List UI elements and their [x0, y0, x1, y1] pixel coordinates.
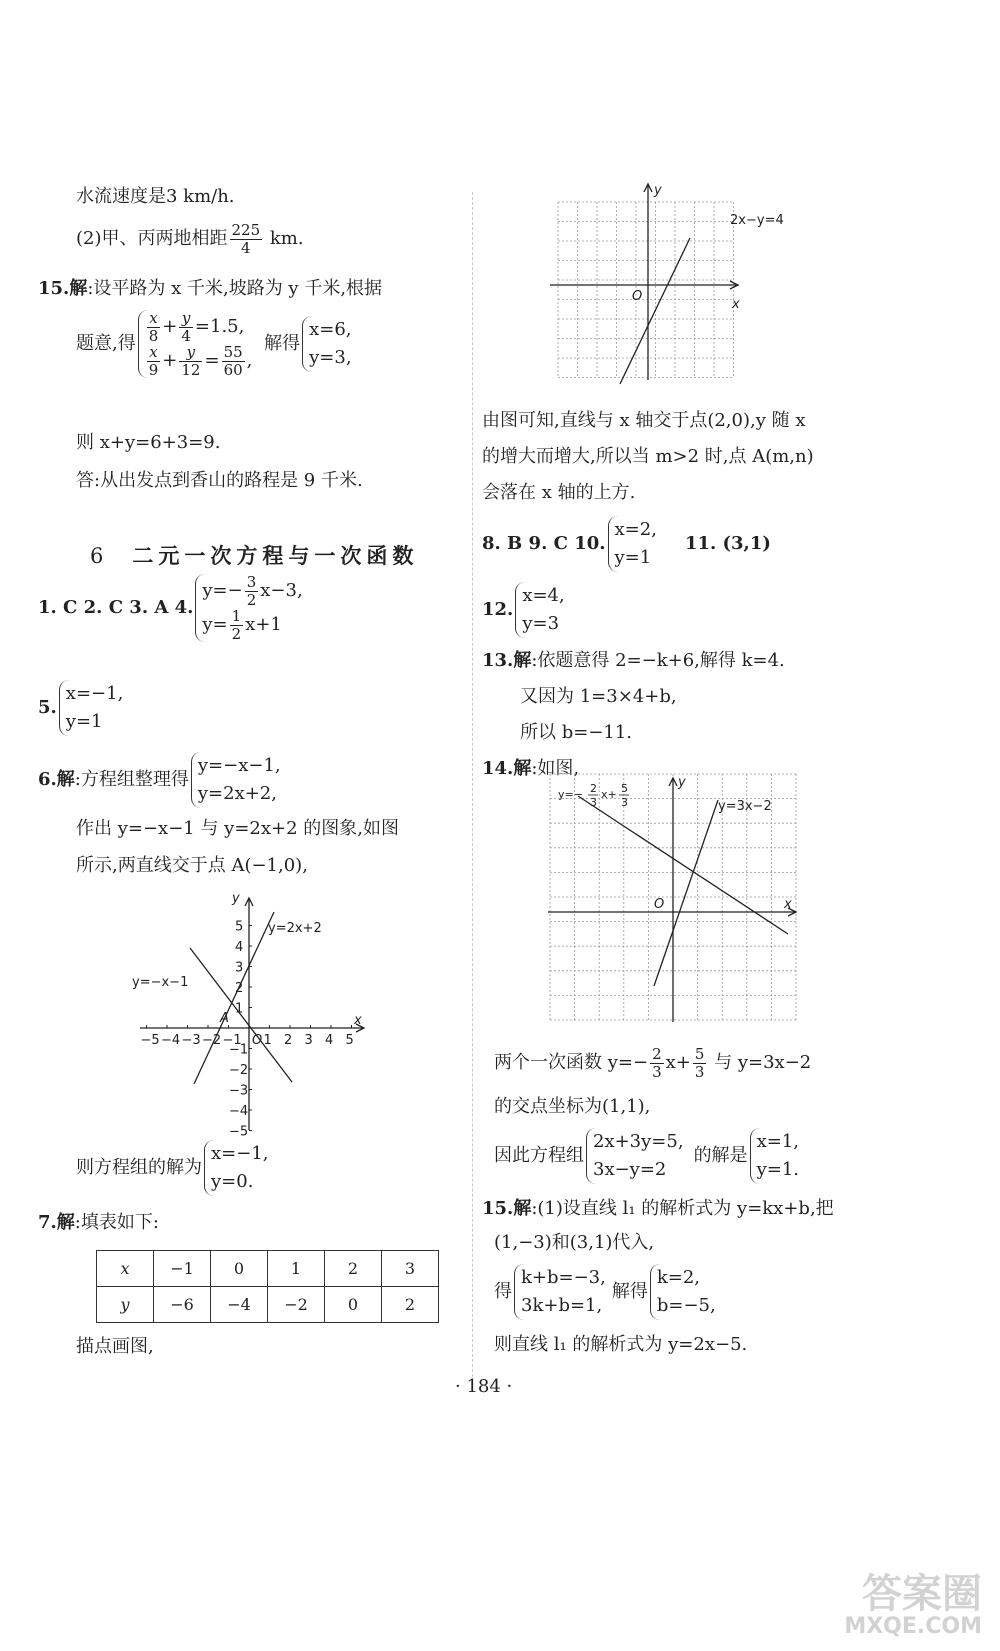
section-title: 二元一次方程与一次函数 [132, 543, 419, 568]
text-fragment: (2)甲、丙两地相距 [76, 228, 228, 249]
y-tick-label: 2 [235, 981, 244, 996]
jie-label: 解 [513, 1198, 532, 1219]
brace-system [191, 752, 281, 808]
equation-line: x=4, [522, 585, 565, 606]
line-label-y-2x-2: y=2x+2 [268, 921, 322, 936]
equation-line: y=2x+2, [197, 782, 277, 804]
origin-label: O [252, 1033, 263, 1048]
x-tick-label: −1 [222, 1033, 242, 1048]
equation-line: x=6, [309, 319, 352, 341]
text-line: 所以 b=−11. [520, 722, 633, 743]
page-number: · 184 · [455, 1376, 513, 1397]
equation-line: x=−1, [65, 683, 124, 704]
text-line: 的交点坐标为(1,1), [494, 1096, 651, 1117]
table-cell: −2 [268, 1287, 325, 1323]
line-label-y-neg-x-1: y=−x−1 [132, 975, 189, 990]
value-table [96, 1250, 439, 1323]
operator: + [162, 316, 178, 337]
y-axis-label: y [232, 891, 240, 906]
text-fragment: 两个一次函数 y=− [494, 1052, 649, 1073]
denominator: 9 [148, 360, 159, 379]
section-number: 6 [90, 544, 109, 568]
y-axis-label: y [678, 775, 686, 790]
fraction: $\frac{5}{3}$ [694, 1045, 705, 1081]
text-fragment: 的解是 [693, 1145, 748, 1167]
question-text: :方程组整理得 [74, 769, 189, 791]
brace-system [515, 582, 564, 638]
table-cell: −1 [154, 1251, 211, 1287]
svg-text:5: 5 [621, 782, 628, 795]
equation-line: b=−5, [656, 1294, 716, 1316]
equation-line: y=−x−1, [197, 755, 281, 776]
y-axis-label: y [654, 183, 662, 198]
brace-system [138, 310, 253, 378]
question-number: 14. [482, 758, 514, 779]
text-line: 描点画图, [76, 1336, 154, 1357]
table-cell: 2 [325, 1251, 382, 1287]
svg-text:2: 2 [590, 782, 597, 795]
x-tick-label: 2 [284, 1033, 293, 1048]
svg-text:y=−: y=− [558, 788, 583, 801]
denominator: 8 [148, 326, 159, 345]
table-cell: 0 [325, 1287, 382, 1323]
equation-line: 3k+b=1, [521, 1294, 603, 1316]
question-6 [38, 752, 281, 808]
watermark-logo: 答案圈 MXQE.COM [844, 1571, 982, 1639]
y-tick-label: −4 [229, 1104, 249, 1119]
text-fragment: = [204, 350, 220, 371]
text-fragment: 解得 [611, 1281, 648, 1303]
numerator: y [179, 344, 202, 362]
equation-line: x=2, [614, 519, 657, 540]
answer-list: 1. C 2. C 3. A 4. [38, 597, 194, 619]
numerator: 225 [231, 221, 261, 239]
equation-line: x=−1, [211, 1143, 269, 1164]
jie-label: 解 [513, 650, 532, 671]
brace-system [195, 574, 302, 642]
table-cell: 3 [382, 1251, 439, 1287]
operator: + [162, 350, 178, 371]
question-15-right [482, 1198, 834, 1220]
origin-label: O [632, 289, 643, 304]
question-number: 6. [38, 769, 57, 791]
equation-line: y=1 [614, 546, 652, 568]
x-axis-label: x [784, 897, 792, 912]
fraction: $\frac{2}{3}$ [652, 1045, 662, 1081]
text-line: 又因为 1=3×4+b, [520, 686, 677, 707]
answer-11: 11. (3,1) [684, 533, 771, 555]
table-cell: 1 [268, 1251, 325, 1287]
jie-label: 解 [69, 278, 88, 299]
text-line: 则直线 l₁ 的解析式为 y=2x−5. [494, 1334, 748, 1355]
system-solution-line [494, 1264, 716, 1320]
text-line: 由图可知,直线与 x 轴交于点(2,0),y 随 x [482, 410, 806, 431]
line-label-y-3x-2: y=3x−2 [718, 799, 772, 814]
text-fragment: 因此方程组 [494, 1145, 584, 1167]
text-fragment: 与 y=3x−2 [708, 1052, 812, 1073]
y-tick-label: −1 [229, 1042, 249, 1058]
svg-text:x+: x+ [601, 788, 617, 801]
svg-text:3: 3 [590, 796, 597, 809]
equation-line [145, 310, 253, 344]
numerator: y [179, 310, 193, 328]
text-line: 水流速度是3 km/h. [76, 186, 235, 207]
brace-system [514, 1264, 606, 1320]
y-tick-label: −5 [229, 1124, 249, 1140]
answer-12 [482, 582, 565, 638]
equation-line: 3x−y=2 [593, 1158, 667, 1180]
y-tick-label: −3 [229, 1083, 249, 1099]
denominator: 60 [223, 360, 243, 379]
fraction [230, 222, 263, 256]
table-cell: −4 [211, 1287, 268, 1323]
text-fragment: x+ [665, 1052, 691, 1073]
y-tick-label: 5 [235, 919, 244, 935]
denominator: 4 [241, 238, 251, 257]
graph-q14 [548, 772, 804, 1028]
equation-line: y=3 [522, 612, 560, 634]
question-13 [482, 650, 785, 672]
line-2x-y-4 [620, 238, 690, 384]
x-tick-label: −4 [161, 1033, 181, 1048]
brace-system [204, 1140, 269, 1196]
brace-system [586, 1128, 684, 1184]
question-text: :依题意得 2=−k+6,解得 k=4. [531, 650, 785, 671]
text-fragment: 则方程组的解为 [76, 1157, 202, 1179]
line-y-neg-2-3-x-5-3 [578, 796, 788, 934]
svg-text:3: 3 [621, 796, 628, 809]
text-fragment: 题意,得 [76, 333, 136, 355]
numerator: x [147, 344, 161, 362]
equation-line: k=2, [656, 1267, 701, 1288]
text-line [494, 1046, 811, 1080]
answer-list: 8. B 9. C 10. [482, 533, 606, 555]
question-number: 15. [482, 1198, 514, 1219]
text-fragment: 解得 [264, 333, 301, 355]
equation-line: x=1, [756, 1131, 799, 1152]
table-cell: y [97, 1287, 154, 1323]
question-text: :(1)设直线 l₁ 的解析式为 y=kx+b,把 [531, 1198, 834, 1219]
table-row [97, 1287, 439, 1323]
x-tick-label: −2 [202, 1033, 222, 1048]
brace-system [302, 316, 351, 372]
jie-label: 解 [513, 758, 532, 779]
point-a-label: A [220, 1011, 229, 1026]
table-cell: x [97, 1251, 154, 1287]
text-line [76, 222, 304, 256]
graph-q6 [128, 890, 378, 1140]
equation-line: y=0. [211, 1170, 254, 1192]
graph-2x-y-4 [550, 180, 790, 390]
table-cell: 2 [382, 1287, 439, 1323]
text-line: (1,−3)和(3,1)代入, [494, 1232, 655, 1253]
x-tick-label: −3 [181, 1033, 201, 1048]
line-label-2x-y-4: 2x−y=4 [730, 213, 784, 228]
brace-system [650, 1264, 716, 1320]
x-tick-label: 3 [304, 1033, 313, 1048]
brace-system [608, 516, 657, 572]
table-cell: −6 [154, 1287, 211, 1323]
text-line: 答:从出发点到香山的路程是 9 千米. [76, 470, 363, 491]
line-label-y-neg-2-3-x-5-3 [558, 782, 629, 809]
question-text: :填表如下: [74, 1212, 159, 1233]
x-tick-label: −5 [140, 1033, 160, 1048]
brace-system [59, 680, 124, 736]
y-tick-label: 4 [235, 940, 244, 955]
table-cell: 0 [211, 1251, 268, 1287]
text-line: 作出 y=−x−1 与 y=2x+2 的图象,如图 [76, 818, 400, 839]
section-heading [90, 540, 418, 570]
question-text: :设平路为 x 千米,坡路为 y 千米,根据 [87, 278, 383, 299]
x-tick-label: 1 [263, 1033, 272, 1048]
equation-line: 2x+3y=5, [593, 1131, 684, 1152]
y-tick-label: −2 [229, 1063, 249, 1078]
equation-line [145, 344, 253, 378]
numerator: 55 [223, 343, 243, 361]
question-number: 15. [38, 278, 70, 299]
text-line: 会落在 x 轴的上方. [482, 482, 636, 503]
question-15-left [38, 278, 382, 300]
equation-line: y=1 [65, 710, 103, 732]
text-fragment: , [246, 350, 253, 371]
origin-label: O [654, 897, 665, 912]
question-number: 7. [38, 1212, 57, 1233]
jie-label: 解 [56, 1212, 75, 1233]
jie-label: 解 [56, 769, 75, 791]
answer-5 [38, 680, 123, 736]
y-tick-label: 1 [235, 1001, 244, 1017]
equation-line: y=3, [309, 347, 352, 368]
solution-line [76, 1140, 269, 1196]
equation-line: y=1. [756, 1158, 799, 1180]
system-solution-line [494, 1128, 799, 1184]
question-text: :如图, [531, 758, 580, 779]
x-tick-label: 4 [325, 1033, 334, 1048]
answers-8-11 [482, 516, 771, 572]
line-y-3x-2 [654, 800, 718, 986]
equation-line: y= $\frac{1}{2}$ x+1 [202, 607, 282, 643]
question-7 [38, 1212, 159, 1234]
denominator: 12 [181, 360, 201, 379]
x-axis-label: x [732, 297, 740, 312]
denominator: 4 [181, 326, 191, 345]
text-line: 所示,两直线交于点 A(−1,0), [76, 855, 308, 876]
line-y-2x-2 [194, 912, 274, 1084]
question-number: 5. [38, 697, 57, 719]
equation-line: k+b=−3, [521, 1267, 606, 1288]
equation-system [76, 310, 352, 378]
text-fragment: =1.5, [194, 316, 245, 337]
answers-1-4 [38, 574, 303, 642]
x-tick-label: 5 [345, 1033, 354, 1048]
column-divider [472, 192, 473, 1392]
x-axis-label: x [354, 1013, 362, 1028]
table-row [97, 1251, 439, 1287]
text-line: 则 x+y=6+3=9. [76, 432, 221, 453]
text-fragment: km. [264, 228, 304, 249]
text-fragment: 得 [494, 1281, 512, 1303]
equation-line: y=− $\frac{3}{2}$ x−3, [202, 573, 303, 609]
question-number: 12. [482, 599, 514, 621]
text-line: 的增大而增大,所以当 m>2 时,点 A(m,n) [482, 446, 814, 467]
brace-system [750, 1128, 799, 1184]
y-tick-label: 3 [235, 960, 244, 976]
numerator: x [147, 310, 161, 328]
question-number: 13. [482, 650, 514, 671]
